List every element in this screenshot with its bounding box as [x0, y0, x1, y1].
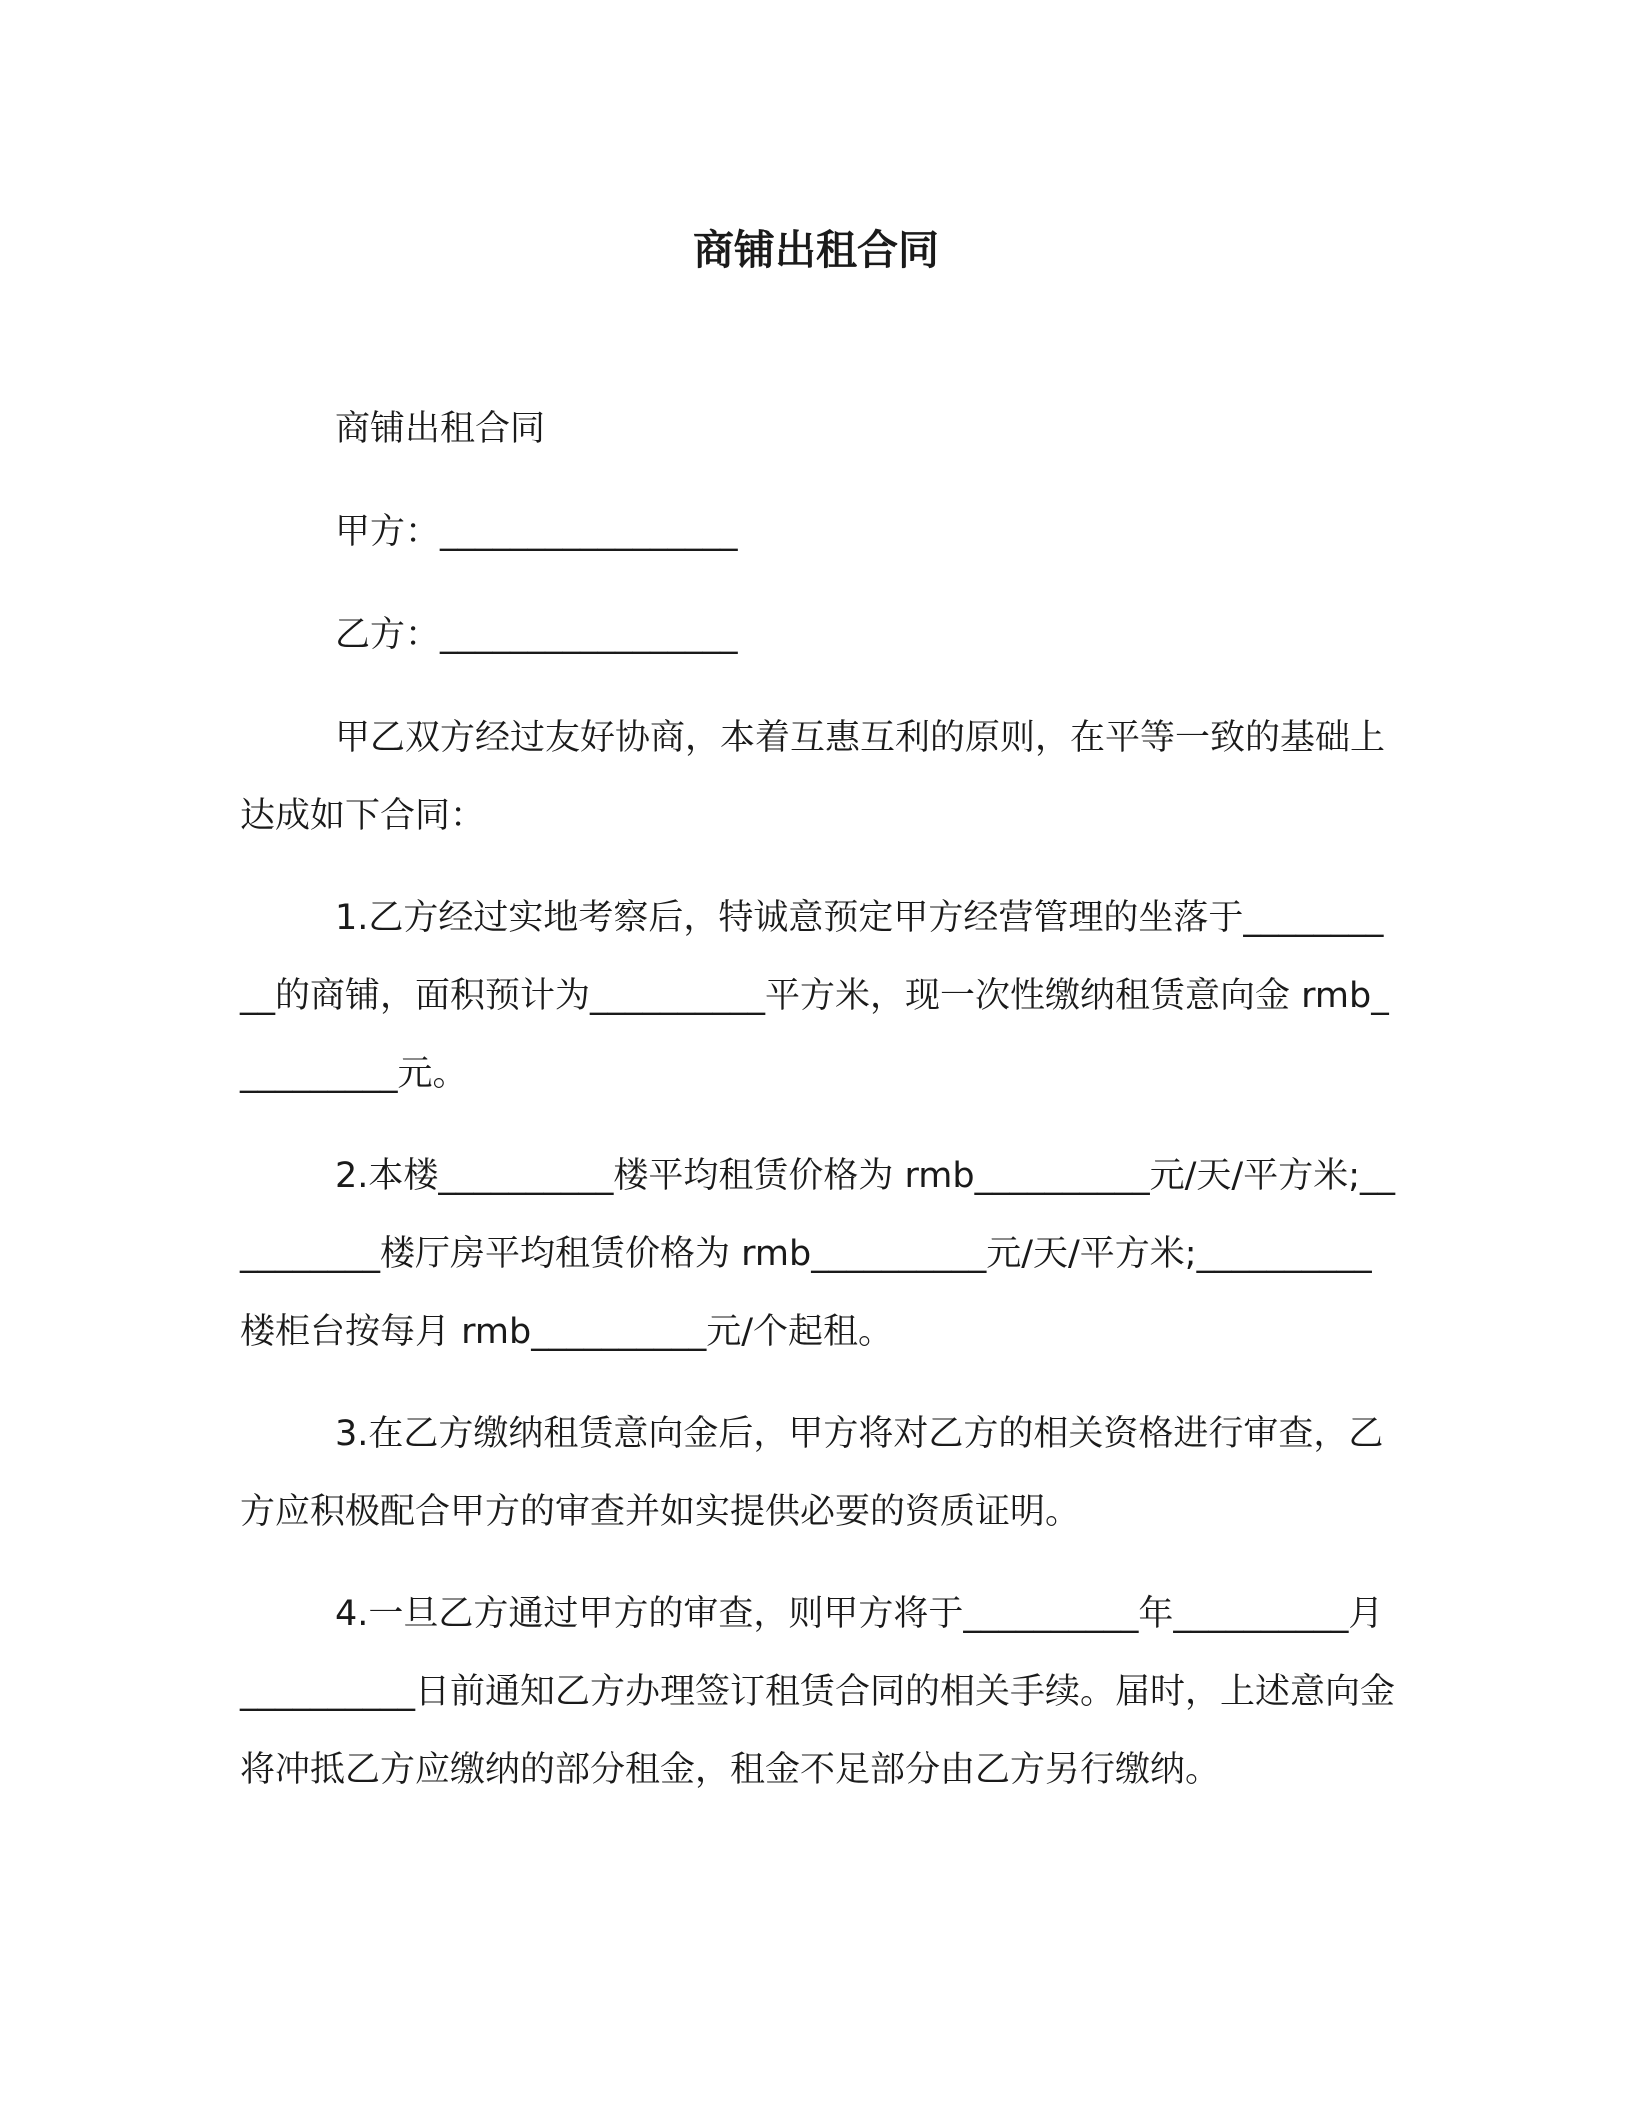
- clause-3: 3.在乙方缴纳租赁意向金后，甲方将对乙方的相关资格进行审查，乙方应积极配合甲方的审查并如实提供必要的资质证明。: [240, 1414, 1384, 1532]
- clause-4: 4.一旦乙方通过甲方的审查，则甲方将于__________年__________月__________日前通知乙方办理签订租赁合同的相关手续。届时，上述意向金将冲抵乙方应缴纳的部分租金，租金不足部分由乙方另行缴纳。: [240, 1594, 1396, 1790]
- document-body: [240, 390, 1400, 1809]
- party-a-line: 甲方：_________________: [335, 512, 738, 552]
- document-title: 商铺出租合同: [693, 226, 939, 274]
- clause-2: 2.本楼__________楼平均租赁价格为 rmb__________元/天/平方米;__________楼厅房平均租赁价格为 rmb__________元/天/平方米;__________楼柜台按每月 rmb__________元/个起租。: [240, 1156, 1395, 1352]
- document-subtitle: 商铺出租合同: [335, 409, 546, 449]
- intro-paragraph: 甲乙双方经过友好协商，本着互惠互利的原则，在平等一致的基础上达成如下合同：: [240, 718, 1386, 836]
- party-b-line: 乙方：_________________: [335, 615, 738, 655]
- clause-1: 1.乙方经过实地考察后，特诚意预定甲方经营管理的坐落于__________的商铺，面积预计为__________平方米，现一次性缴纳租赁意向金 rmb__________元。: [240, 898, 1389, 1094]
